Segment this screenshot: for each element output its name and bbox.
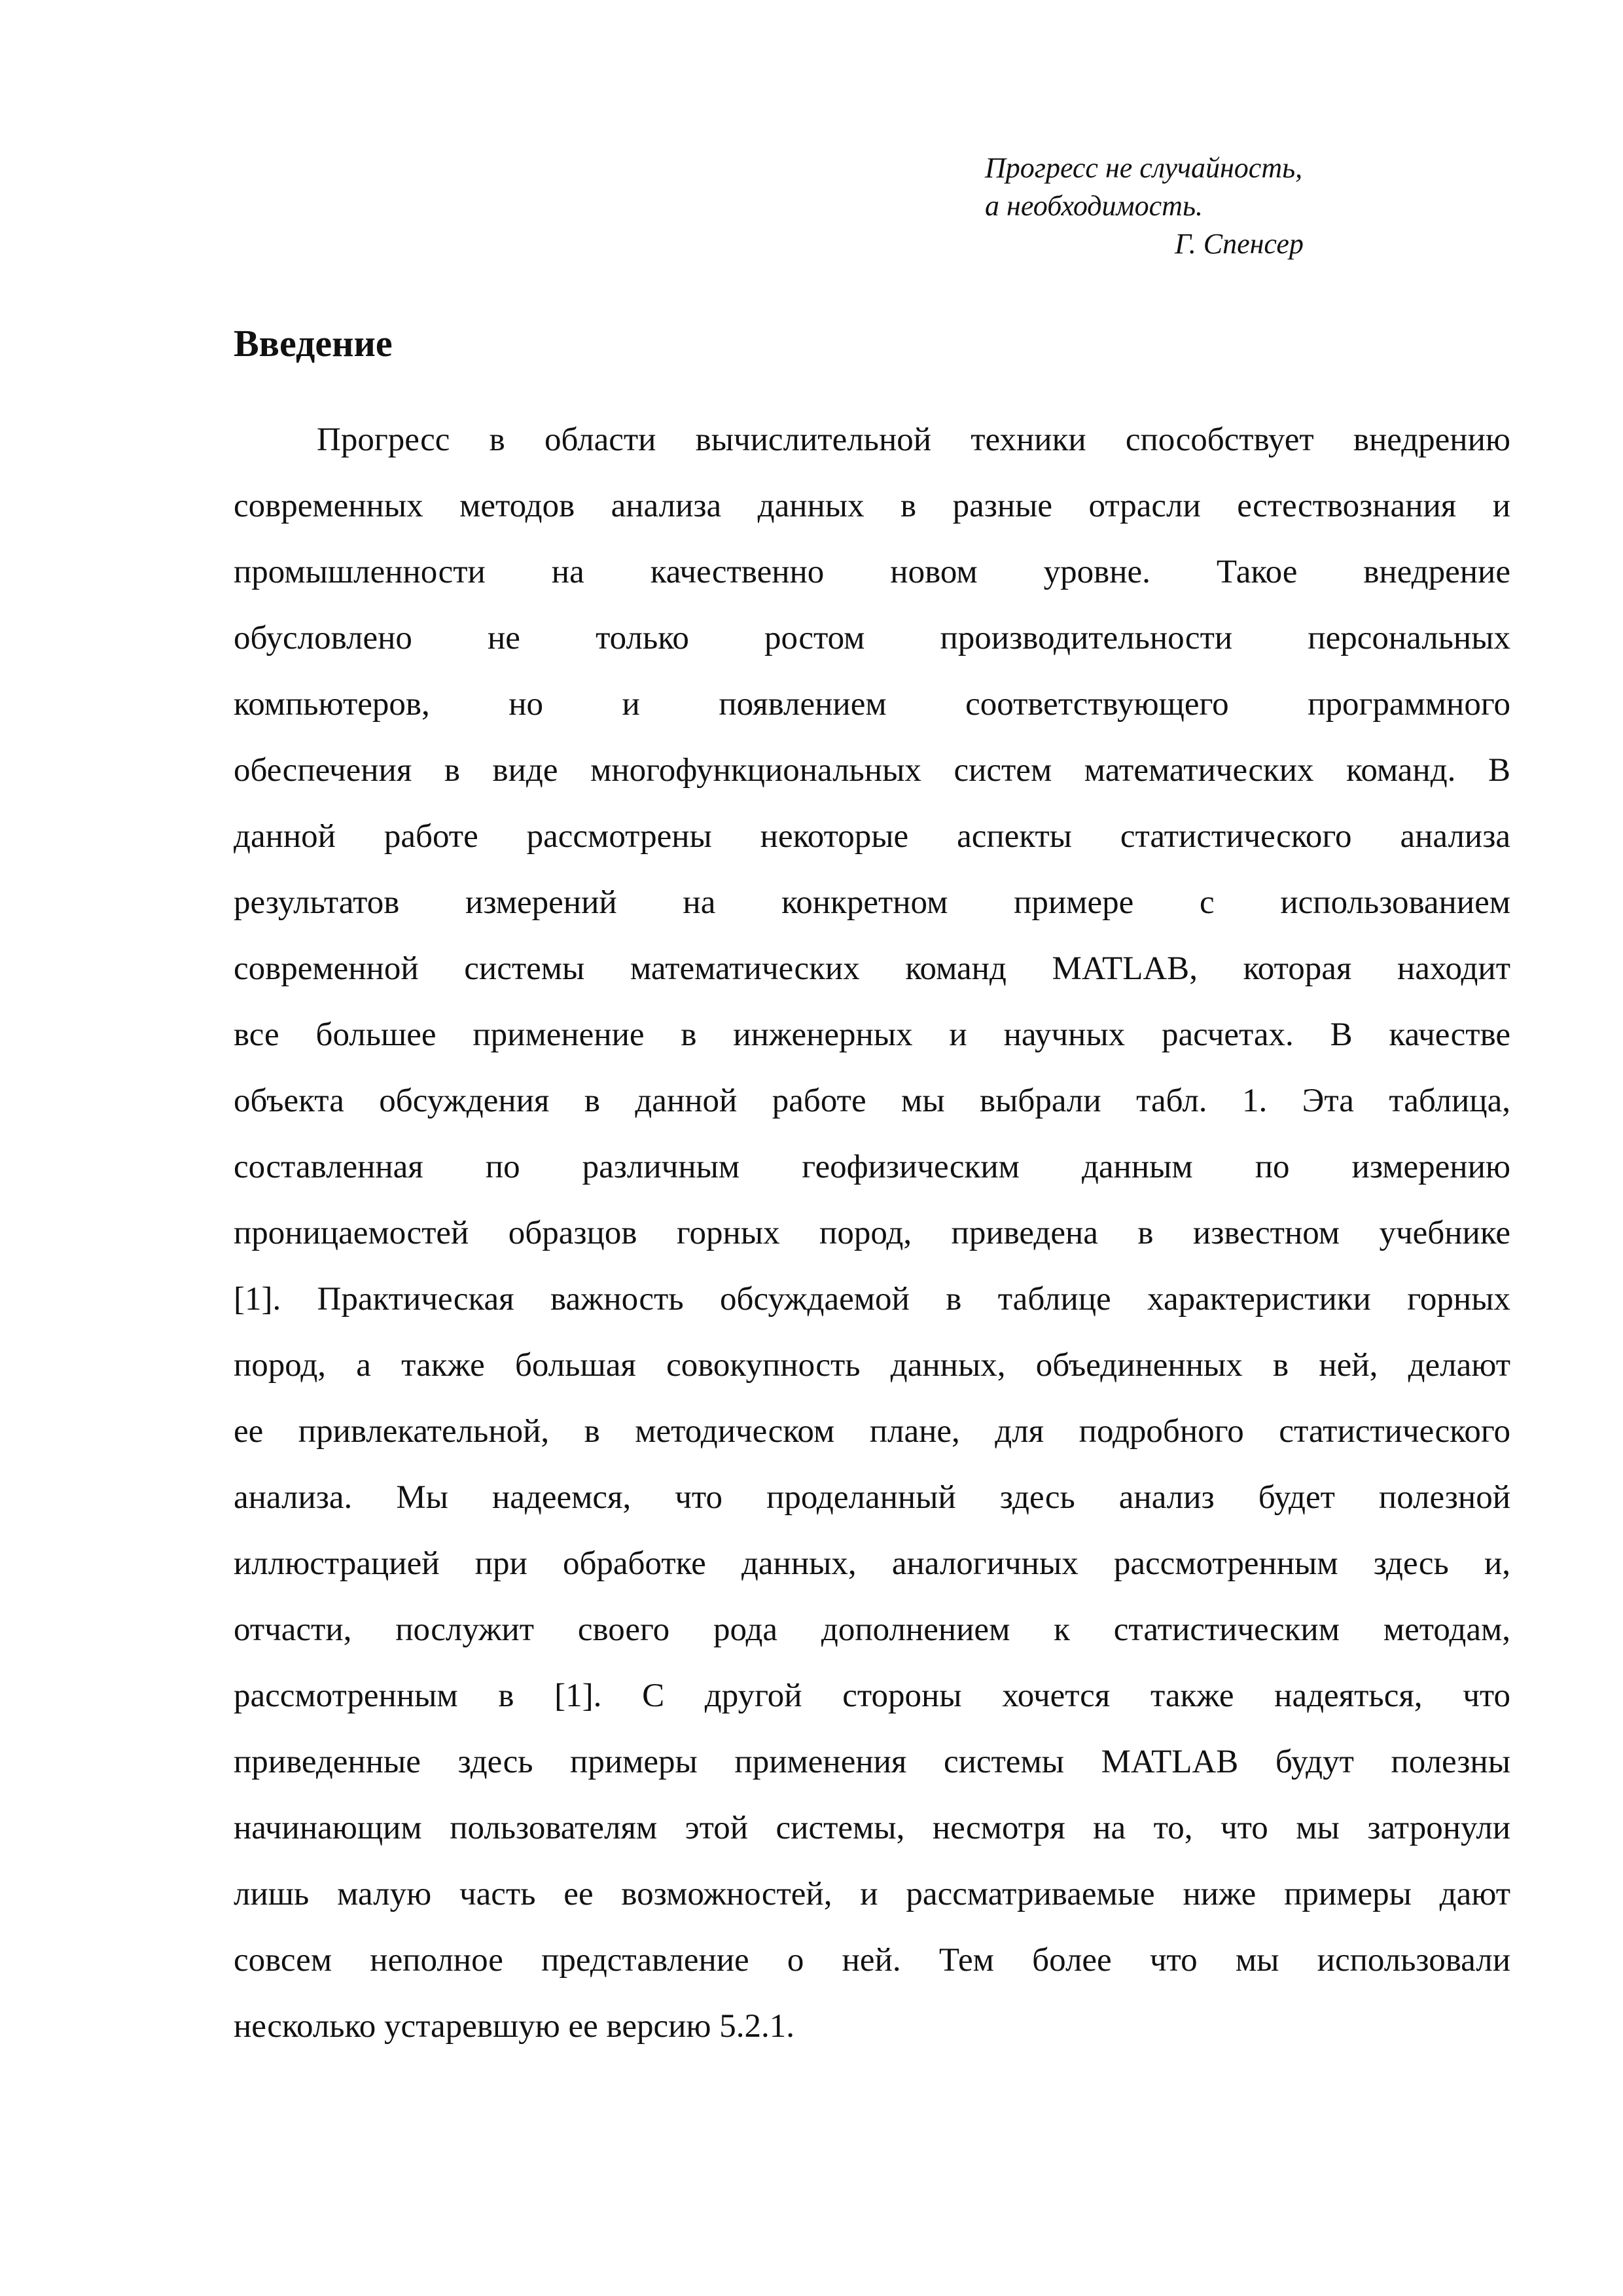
paragraph-line: Прогресс в области вычислительной техники способствует внедрению: [317, 422, 1510, 458]
paragraph-line: ее привлекательной, в методическом плане, для подробного статистического: [234, 1413, 1510, 1450]
paragraph-line: промышленности на качественно новом уровне. Такое внедрение: [234, 554, 1510, 590]
section-heading: Введение: [234, 322, 393, 365]
paragraph-line: обеспечения в виде многофункциональных систем математических команд. В: [234, 752, 1510, 789]
paragraph-line: пород, а также большая совокупность данных, объединенных в ней, делают: [234, 1347, 1510, 1384]
paragraph-line: проницаемостей образцов горных пород, приведена в известном учебнике: [234, 1215, 1510, 1251]
paragraph-line: приведенные здесь примеры применения системы MATLAB будут полезны: [234, 1744, 1510, 1780]
body-paragraph: [234, 412, 1510, 2065]
paragraph-line: рассмотренным в [1]. С другой стороны хочется также надеяться, что: [234, 1677, 1510, 1714]
paragraph-line: результатов измерений на конкретном примере с использованием: [234, 884, 1510, 921]
paragraph-line: современной системы математических команд MATLAB, которая находит: [234, 950, 1510, 987]
paragraph-line: обусловлено не только ростом производительности персональных: [234, 620, 1510, 656]
paragraph-line: компьютеров, но и появлением соответствующего программного: [234, 686, 1510, 723]
paragraph-line: все большее применение в инженерных и научных расчетах. В качестве: [234, 1016, 1510, 1053]
epigraph-line: а необходимость.: [985, 190, 1203, 222]
paragraph-line: современных методов анализа данных в разные отрасли естествознания и: [234, 488, 1510, 524]
epigraph: [985, 149, 1304, 263]
paragraph-line: данной работе рассмотрены некоторые аспекты статистического анализа: [234, 818, 1510, 855]
paragraph-line: [1]. Практическая важность обсуждаемой в таблице характеристики горных: [234, 1281, 1510, 1318]
epigraph-author: Г. Спенсер: [1175, 228, 1304, 260]
paragraph-line: отчасти, послужит своего рода дополнением к статистическим методам,: [234, 1611, 1510, 1648]
paragraph-line: иллюстрацией при обработке данных, аналогичных рассмотренным здесь и,: [234, 1545, 1510, 1582]
paragraph-line: объекта обсуждения в данной работе мы выбрали табл. 1. Эта таблица,: [234, 1083, 1510, 1119]
epigraph-line: Прогресс не случайность,: [985, 152, 1303, 184]
paragraph-line: начинающим пользователям этой системы, несмотря на то, что мы затронули: [234, 1810, 1510, 1846]
paragraph-line: анализа. Мы надеемся, что проделанный здесь анализ будет полезной: [234, 1479, 1510, 1516]
paragraph-line: лишь малую часть ее возможностей, и рассматриваемые ниже примеры дают: [234, 1876, 1510, 1912]
paragraph-line: совсем неполное представление о ней. Тем более что мы использовали: [234, 1942, 1510, 1979]
paragraph-line: составленная по различным геофизическим данным по измерению: [234, 1149, 1510, 1185]
paragraph-line: несколько устаревшую ее версию 5.2.1.: [234, 2008, 794, 2045]
